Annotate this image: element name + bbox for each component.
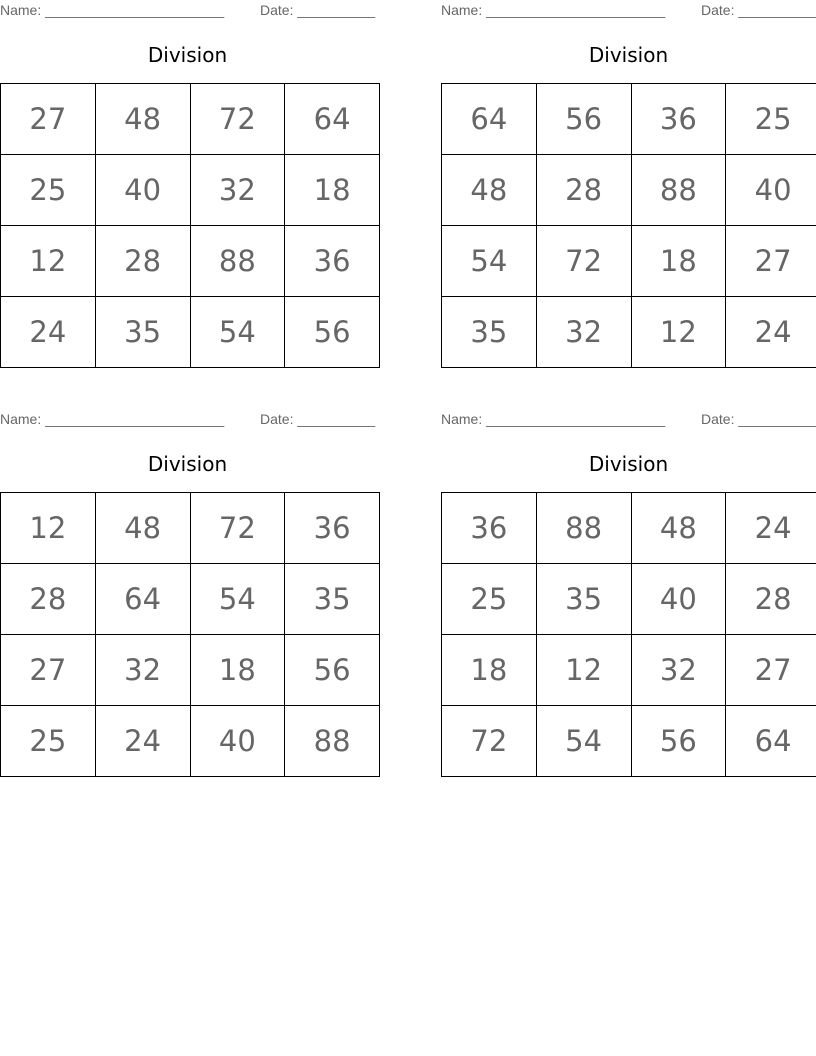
grid-row	[1, 226, 380, 297]
grid-row	[1, 635, 380, 706]
grid-cell: 36	[631, 84, 726, 155]
grid-row	[442, 155, 816, 226]
grid-row	[442, 493, 816, 564]
grid-cell: 54	[190, 297, 285, 368]
grid-cell: 28	[536, 155, 631, 226]
grid-row	[442, 635, 816, 706]
grid-cell: 56	[631, 706, 726, 777]
grid-cell: 27	[1, 84, 96, 155]
grid-cell: 24	[1, 297, 96, 368]
grid-cell: 54	[442, 226, 537, 297]
grid-cell: 12	[631, 297, 726, 368]
grid-cell: 18	[631, 226, 726, 297]
grid-cell: 48	[95, 493, 190, 564]
grid-cell: 12	[1, 493, 96, 564]
grid-cell: 48	[95, 84, 190, 155]
bingo-card-3	[0, 409, 376, 758]
grid-cell: 18	[442, 635, 537, 706]
grid-cell: 35	[285, 564, 380, 635]
grid-cell: 35	[95, 297, 190, 368]
grid-cell: 36	[442, 493, 537, 564]
grid-row	[442, 84, 816, 155]
number-grid	[441, 492, 816, 777]
card-title: Division	[588, 43, 669, 67]
grid-cell: 36	[285, 226, 380, 297]
grid-cell: 88	[190, 226, 285, 297]
grid-row	[442, 564, 816, 635]
grid-cell: 72	[190, 84, 285, 155]
grid-cell: 54	[536, 706, 631, 777]
grid-cell: 40	[726, 155, 816, 226]
grid-cell: 27	[726, 226, 816, 297]
grid-cell: 27	[726, 635, 816, 706]
date-field-label: Date: __________	[260, 411, 376, 427]
grid-cell: 64	[285, 84, 380, 155]
name-field-label: Name: _______________________	[0, 2, 225, 18]
grid-cell: 28	[95, 226, 190, 297]
date-field-label: Date: __________	[260, 2, 376, 18]
card-header	[0, 409, 375, 431]
grid-cell: 72	[442, 706, 537, 777]
grid-row	[1, 493, 380, 564]
grid-row	[1, 84, 380, 155]
card-header	[441, 409, 816, 431]
grid-cell: 25	[1, 706, 96, 777]
grid-cell: 24	[726, 493, 816, 564]
grid-cell: 18	[190, 635, 285, 706]
grid-row	[1, 297, 380, 368]
grid-cell: 24	[726, 297, 816, 368]
grid-cell: 88	[536, 493, 631, 564]
grid-cell: 48	[631, 493, 726, 564]
grid-cell: 40	[95, 155, 190, 226]
grid-row	[442, 297, 816, 368]
name-field-label: Name: _______________________	[441, 411, 666, 427]
grid-cell: 32	[95, 635, 190, 706]
grid-row	[442, 226, 816, 297]
grid-cell: 32	[190, 155, 285, 226]
grid-cell: 72	[190, 493, 285, 564]
grid-cell: 32	[536, 297, 631, 368]
grid-cell: 56	[536, 84, 631, 155]
grid-cell: 35	[442, 297, 537, 368]
grid-row	[1, 155, 380, 226]
number-grid	[0, 492, 380, 777]
grid-cell: 40	[190, 706, 285, 777]
grid-cell: 28	[726, 564, 816, 635]
grid-cell: 54	[190, 564, 285, 635]
card-title: Division	[147, 452, 228, 476]
grid-cell: 25	[1, 155, 96, 226]
name-field-label: Name: _______________________	[441, 2, 666, 18]
grid-cell: 88	[285, 706, 380, 777]
grid-cell: 32	[631, 635, 726, 706]
bingo-card-2	[441, 0, 816, 349]
grid-cell: 40	[631, 564, 726, 635]
grid-cell: 18	[285, 155, 380, 226]
bingo-card-1	[0, 0, 376, 349]
grid-cell: 56	[285, 297, 380, 368]
grid-row	[1, 564, 380, 635]
name-field-label: Name: _______________________	[0, 411, 225, 427]
grid-cell: 24	[95, 706, 190, 777]
grid-cell: 88	[631, 155, 726, 226]
grid-cell: 12	[536, 635, 631, 706]
grid-cell: 25	[726, 84, 816, 155]
grid-cell: 64	[442, 84, 537, 155]
grid-cell: 25	[442, 564, 537, 635]
grid-row	[442, 706, 816, 777]
grid-cell: 27	[1, 635, 96, 706]
number-grid	[441, 83, 816, 368]
card-title: Division	[588, 452, 669, 476]
card-header	[441, 0, 816, 22]
grid-cell: 48	[442, 155, 537, 226]
card-title: Division	[147, 43, 228, 67]
grid-cell: 36	[285, 493, 380, 564]
date-field-label: Date: __________	[701, 2, 816, 18]
number-grid	[0, 83, 380, 368]
grid-cell: 64	[95, 564, 190, 635]
grid-cell: 35	[536, 564, 631, 635]
card-header	[0, 0, 375, 22]
grid-row	[1, 706, 380, 777]
bingo-card-4	[441, 409, 816, 758]
grid-cell: 28	[1, 564, 96, 635]
grid-cell: 72	[536, 226, 631, 297]
date-field-label: Date: __________	[701, 411, 816, 427]
grid-cell: 12	[1, 226, 96, 297]
grid-cell: 56	[285, 635, 380, 706]
grid-cell: 64	[726, 706, 816, 777]
